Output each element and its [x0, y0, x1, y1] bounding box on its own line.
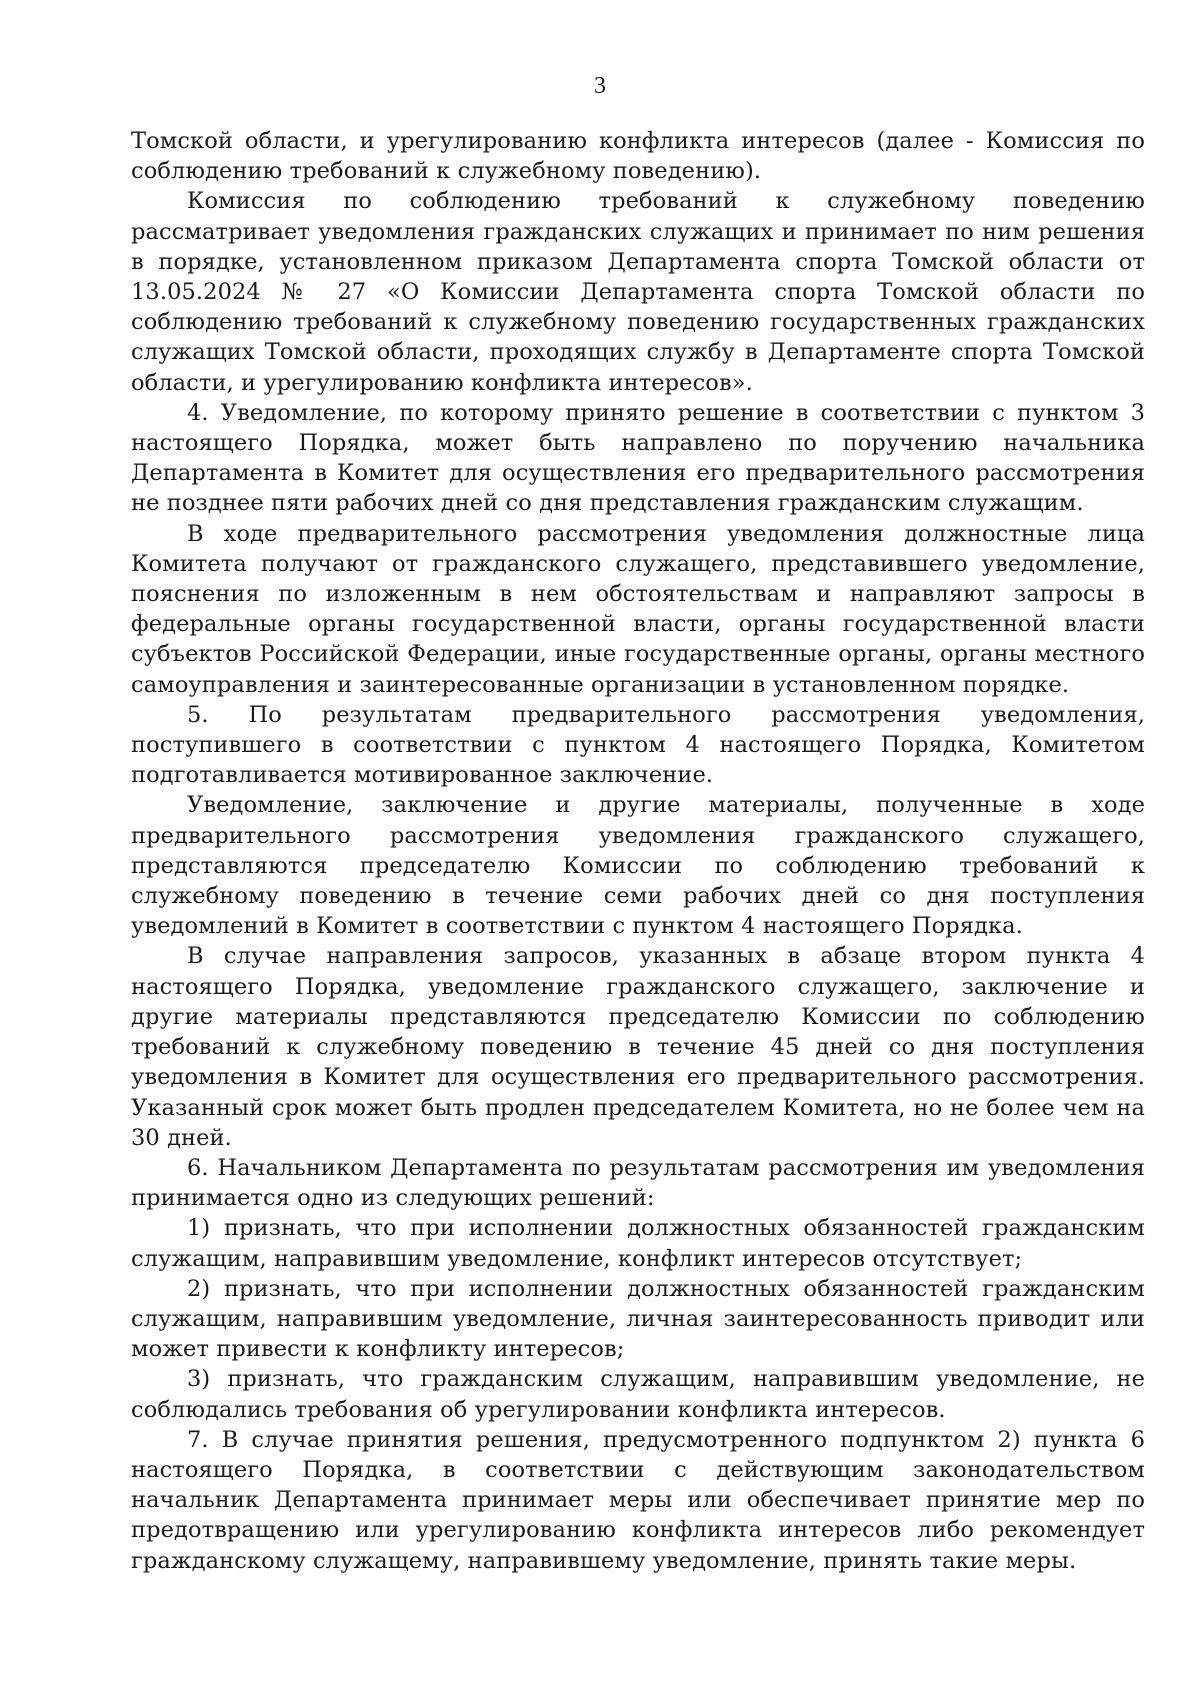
paragraph-item-7: 7. В случае принятия решения, предусмотренного подпунктом 2) пункта 6 настоящего Порядка, в соответствии с действующим законодательством начальник Департамента принимает меры или обеспечивает принятие мер по предотвращению или урегулированию конфликта интересов либо рекомендует гражданскому служащему, направившему уведомление, принять такие меры.: [131, 1426, 1145, 1574]
paragraph-preliminary-review: В ходе предварительного рассмотрения уведомления должностные лица Комитета получают от гражданского служащего, представившего уведомление, пояснения по изложенным в нем обстоятельствам и направляют запросы в федеральные органы государственной власти, органы государственной власти субъектов Российской Федерации, иные государственные органы, органы местного самоуправления и заинтересованные организации в установленном порядке.: [131, 520, 1145, 698]
document-body: [131, 126, 1145, 1576]
paragraph-commission-review: Комиссия по соблюдению требований к служебному поведению рассматривает уведомления гражданских служащих и принимает по ним решения в порядке, установленном приказом Департамента спорта Томской области от 13.05.2024 № 27 «О Комиссии Департамента спорта Томской области по соблюдению требований к служебному поведению государственных гражданских служащих Томской области, проходящих службу в Департаменте спорта Томской области, и урегулированию конфликта интересов».: [131, 188, 1145, 396]
paragraph-materials-submission: Уведомление, заключение и другие материалы, полученные в ходе предварительного рассмотрения уведомления гражданского служащего, представляются председателю Комиссии по соблюдению требований к служебному поведению в течение семи рабочих дней со дня поступления уведомлений в Комитет в соответствии с пунктом 4 настоящего Порядка.: [131, 792, 1145, 940]
paragraph-continuation: Томской области, и урегулированию конфликта интересов (далее - Комиссия по соблюдению требований к служебному поведению).: [131, 128, 1145, 185]
paragraph-subitem-3: 3) признать, что гражданским служащим, направившим уведомление, не соблюдались требования об урегулировании конфликта интересов.: [131, 1366, 1145, 1423]
paragraph-subitem-2: 2) признать, что при исполнении должностных обязанностей гражданским служащим, направившим уведомление, личная заинтересованность приводит или может привести к конфликту интересов;: [131, 1275, 1145, 1363]
paragraph-item-4: 4. Уведомление, по которому принято решение в соответствии с пунктом 3 настоящего Порядка, может быть направлено по поручению начальника Департамента в Комитет для осуществления его предварительного рассмотрения не позднее пяти рабочих дней со дня представления гражданским служащим.: [131, 399, 1145, 517]
paragraph-item-6: 6. Начальником Департамента по результатам рассмотрения им уведомления принимается одно из следующих решений:: [131, 1154, 1145, 1212]
paragraph-item-5: 5. По результатам предварительного рассмотрения уведомления, поступившего в соответствии с пунктом 4 настоящего Порядка, Комитетом подготавливается мотивированное заключение.: [131, 701, 1145, 789]
paragraph-requests-deadline: В случае направления запросов, указанных в абзаце втором пункта 4 настоящего Порядка, уведомление гражданского служащего, заключение и другие материалы представляются председателю Комиссии по соблюдению требований к служебному поведению в течение 45 дней со дня поступления уведомления в Комитет для осуществления его предварительного рассмотрения. Указанный срок может быть продлен председателем Комитета, но не более чем на 30 дней.: [131, 943, 1145, 1151]
page-number: 3: [594, 73, 606, 99]
paragraph-subitem-1: 1) признать, что при исполнении должностных обязанностей гражданским служащим, направившим уведомление, конфликт интересов отсутствует;: [131, 1215, 1145, 1272]
